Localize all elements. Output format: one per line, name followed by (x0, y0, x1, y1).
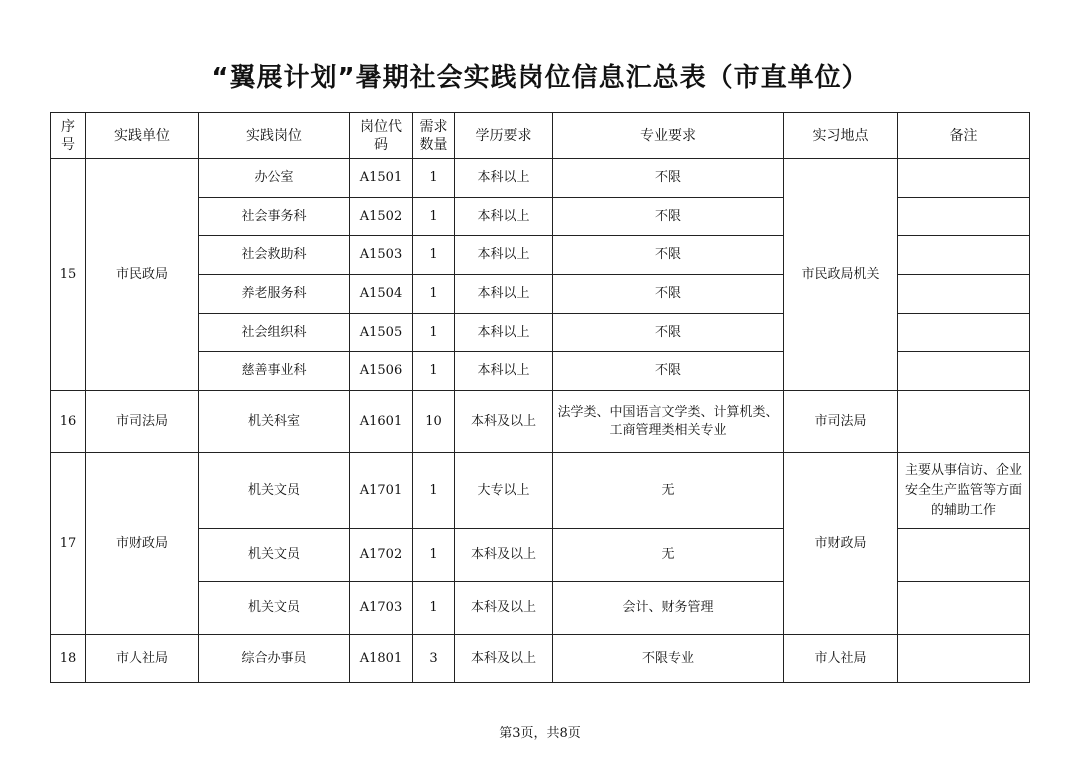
table-row (51, 453, 1030, 529)
code-cell: A1703 (350, 582, 413, 635)
post-cell: 慈善事业科 (199, 352, 350, 391)
major-cell: 不限 (553, 198, 784, 236)
location-cell: 市司法局 (784, 391, 898, 453)
note-cell (898, 582, 1030, 635)
qty-cell: 1 (413, 198, 455, 236)
note-cell (898, 236, 1030, 275)
qty-cell: 1 (413, 314, 455, 352)
location-cell: 市人社局 (784, 635, 898, 683)
note-cell (898, 275, 1030, 314)
header-row (51, 113, 1030, 159)
seq-cell: 17 (51, 453, 86, 635)
edu-cell: 大专以上 (455, 453, 553, 529)
major-cell: 法学类、中国语言文学类、计算机类、工商管理类相关专业 (553, 391, 784, 453)
qty-cell: 1 (413, 529, 455, 582)
post-cell: 机关文员 (199, 582, 350, 635)
qty-cell: 1 (413, 159, 455, 198)
positions-table (50, 112, 1030, 683)
header-edu: 学历要求 (455, 113, 553, 159)
qty-cell: 3 (413, 635, 455, 683)
code-cell: A1701 (350, 453, 413, 529)
qty-cell: 1 (413, 352, 455, 391)
code-cell: A1504 (350, 275, 413, 314)
header-location: 实习地点 (784, 113, 898, 159)
post-cell: 综合办事员 (199, 635, 350, 683)
major-cell: 不限专业 (553, 635, 784, 683)
note-cell (898, 314, 1030, 352)
table-row (51, 159, 1030, 198)
major-cell: 会计、财务管理 (553, 582, 784, 635)
code-cell: A1503 (350, 236, 413, 275)
major-cell: 无 (553, 529, 784, 582)
code-cell: A1505 (350, 314, 413, 352)
post-cell: 机关文员 (199, 529, 350, 582)
location-cell: 市民政局机关 (784, 159, 898, 391)
post-cell: 机关科室 (199, 391, 350, 453)
code-cell: A1501 (350, 159, 413, 198)
edu-cell: 本科及以上 (455, 529, 553, 582)
major-cell: 不限 (553, 159, 784, 198)
unit-cell: 市民政局 (86, 159, 199, 391)
post-cell: 办公室 (199, 159, 350, 198)
note-cell (898, 635, 1030, 683)
qty-cell: 1 (413, 236, 455, 275)
code-cell: A1702 (350, 529, 413, 582)
edu-cell: 本科及以上 (455, 582, 553, 635)
edu-cell: 本科以上 (455, 159, 553, 198)
major-cell: 不限 (553, 314, 784, 352)
code-cell: A1801 (350, 635, 413, 683)
edu-cell: 本科以上 (455, 352, 553, 391)
header-code: 岗位代码 (350, 113, 413, 159)
header-note: 备注 (898, 113, 1030, 159)
edu-cell: 本科以上 (455, 236, 553, 275)
unit-cell: 市司法局 (86, 391, 199, 453)
major-cell: 不限 (553, 275, 784, 314)
note-cell: 主要从事信访、企业安全生产监管等方面的辅助工作 (898, 453, 1030, 529)
page-footer: 第3页，共8页 (499, 726, 581, 741)
qty-cell: 1 (413, 582, 455, 635)
code-cell: A1502 (350, 198, 413, 236)
post-cell: 机关文员 (199, 453, 350, 529)
note-cell (898, 529, 1030, 582)
header-major: 专业要求 (553, 113, 784, 159)
seq-cell: 15 (51, 159, 86, 391)
location-cell: 市财政局 (784, 453, 898, 635)
code-cell: A1601 (350, 391, 413, 453)
post-cell: 社会组织科 (199, 314, 350, 352)
qty-cell: 1 (413, 453, 455, 529)
edu-cell: 本科以上 (455, 198, 553, 236)
table-row (51, 635, 1030, 683)
qty-cell: 1 (413, 275, 455, 314)
edu-cell: 本科以上 (455, 314, 553, 352)
edu-cell: 本科及以上 (455, 635, 553, 683)
unit-cell: 市人社局 (86, 635, 199, 683)
seq-cell: 16 (51, 391, 86, 453)
edu-cell: 本科以上 (455, 275, 553, 314)
header-unit: 实践单位 (86, 113, 199, 159)
major-cell: 不限 (553, 352, 784, 391)
major-cell: 不限 (553, 236, 784, 275)
table-body (51, 159, 1030, 683)
note-cell (898, 352, 1030, 391)
note-cell (898, 198, 1030, 236)
unit-cell: 市财政局 (86, 453, 199, 635)
post-cell: 养老服务科 (199, 275, 350, 314)
post-cell: 社会救助科 (199, 236, 350, 275)
note-cell (898, 159, 1030, 198)
qty-cell: 10 (413, 391, 455, 453)
header-seq: 序号 (51, 113, 86, 159)
seq-cell: 18 (51, 635, 86, 683)
major-cell: 无 (553, 453, 784, 529)
header-post: 实践岗位 (199, 113, 350, 159)
note-cell (898, 391, 1030, 453)
page-title: “翼展计划”暑期社会实践岗位信息汇总表（市直单位） (211, 63, 869, 93)
table-row (51, 391, 1030, 453)
header-qty: 需求数量 (413, 113, 455, 159)
code-cell: A1506 (350, 352, 413, 391)
post-cell: 社会事务科 (199, 198, 350, 236)
edu-cell: 本科及以上 (455, 391, 553, 453)
